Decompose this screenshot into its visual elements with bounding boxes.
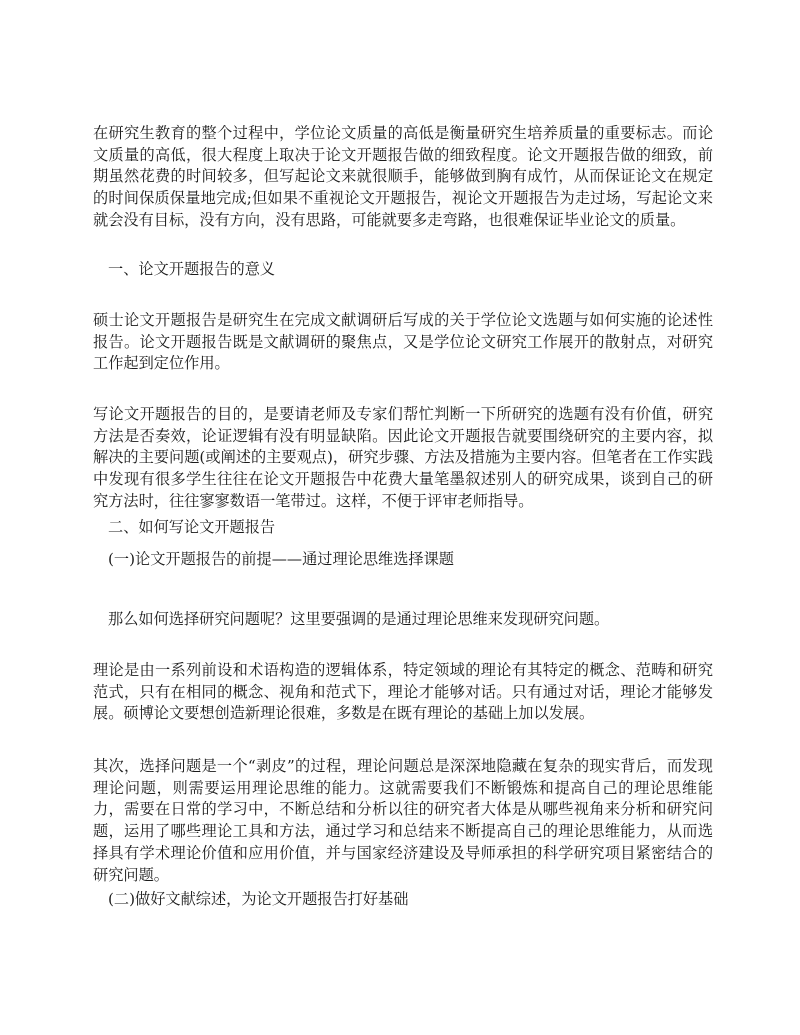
- selection-paragraph: 其次，选择问题是一个“剥皮”的过程，理论问题总是深深地隐藏在复杂的现实背后，而发现理论问题，则需要运用理论思维的能力。这就需要我们不断锻炼和提高自己的理论思维能力，需要在日常的学习中，不断总结和分析以往的研究者大体是从哪些视角来分析和研究问题，运用了哪些理论工具和方法，通过学习和总结来不断提高自己的理论思维能力，从而选择具有学术理论价值和应用价值，并与国家经济建设及导师承担的科学研究项目紧密结合的研究问题。: [93, 757, 713, 884]
- subsection-heading-premise: (一)论文开题报告的前提——通过理论思维选择课题: [108, 550, 454, 568]
- subsection-heading-literature-review: (二)做好文献综述，为论文开题报告打好基础: [108, 890, 409, 908]
- section-heading-significance: 一、论文开题报告的意义: [108, 260, 276, 278]
- theory-paragraph: 理论是由一系列前设和术语构造的逻辑体系，特定领域的理论有其特定的概念、范畴和研究范式，只有在相同的概念、视角和范式下，理论才能够对话。只有通过对话，理论才能够发展。硕博论文要想创造新理论很难，多数是在既有理论的基础上加以发展。: [93, 661, 713, 723]
- question-paragraph: 那么如何选择研究问题呢？这里要强调的是通过理论思维来发现研究问题。: [108, 610, 610, 628]
- significance-paragraph: 硕士论文开题报告是研究生在完成文献调研后写成的关于学位论文选题与如何实施的论述性报告。论文开题报告既是文献调研的聚焦点，又是学位论文研究工作展开的散射点，对研究工作起到定位作用。: [93, 311, 713, 373]
- purpose-paragraph: 写论文开题报告的目的，是要请老师及专家们帮忙判断一下所研究的选题有没有价值，研究方法是否奏效，论证逻辑有没有明显缺陷。因此论文开题报告就要围绕研究的主要内容，拟解决的主要问题(或阐述的主要观点)，研究步骤、方法及措施为主要内容。但笔者在工作实践中发现有很多学生往往在论文开题报告中花费大量笔墨叙述别人的研究成果，谈到自己的研究方法时，往往寥寥数语一笔带过。这样，不便于评审老师指导。: [93, 405, 713, 510]
- section-heading-how-to-write: 二、如何写论文开题报告: [108, 518, 276, 536]
- intro-paragraph: 在研究生教育的整个过程中，学位论文质量的高低是衡量研究生培养质量的重要标志。而论文质量的高低，很大程度上取决于论文开题报告做的细致程度。论文开题报告做的细致，前期虽然花费的时间较多，但写起论文来就很顺手，能够做到胸有成竹，从而保证论文在规定的时间保质保量地完成;但如果不重视论文开题报告，视论文开题报告为走过场，写起论文来就会没有目标，没有方向，没有思路，可能就要多走弯路，也很难保证毕业论文的质量。: [93, 124, 713, 229]
